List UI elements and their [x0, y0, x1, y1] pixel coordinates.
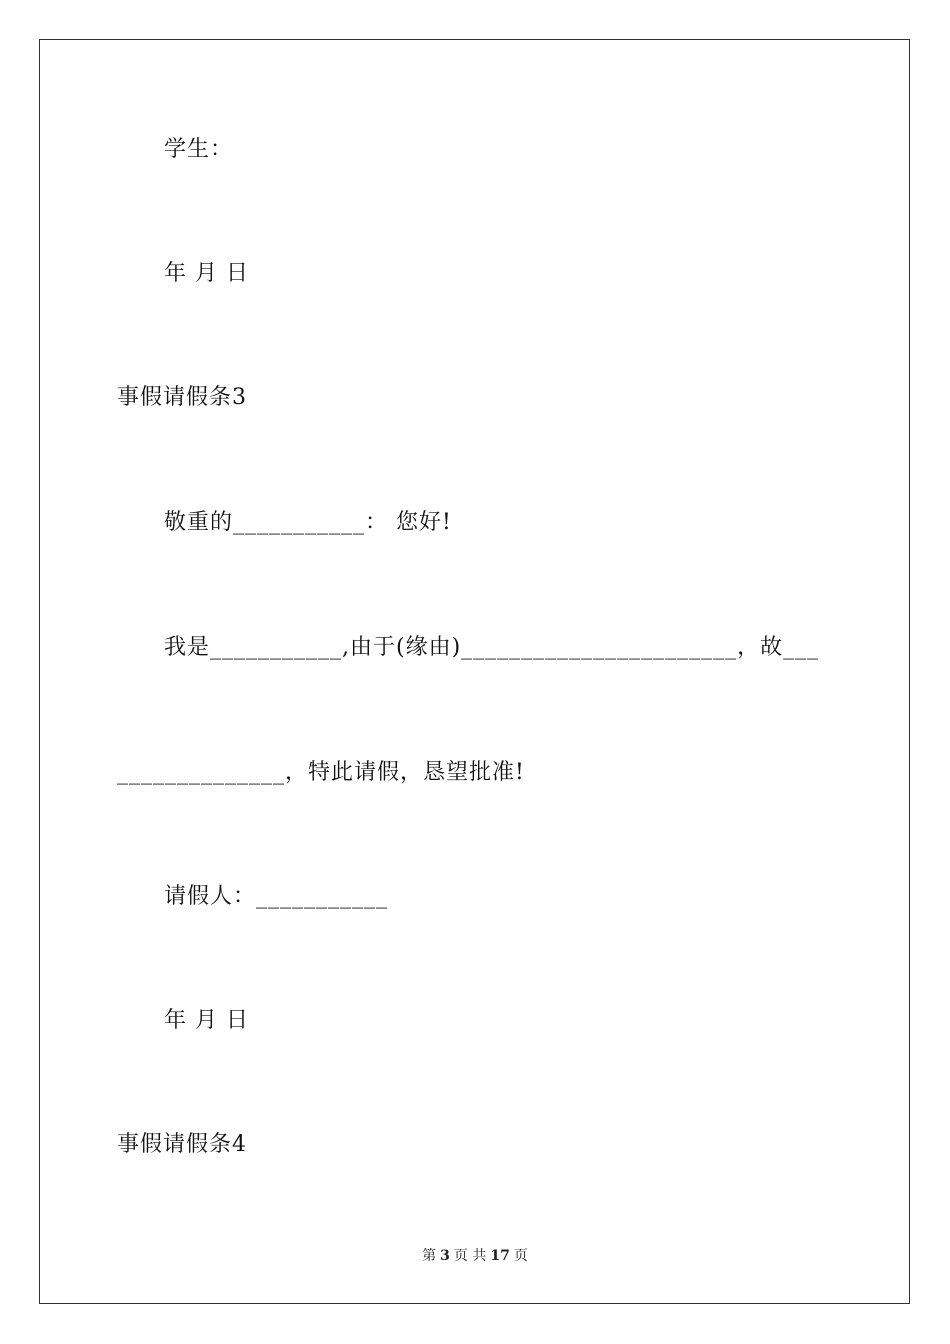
page-border — [39, 39, 910, 1304]
footer-mid: 页 共 — [453, 1248, 487, 1264]
section-heading: 事假请假条4 — [117, 1132, 247, 1157]
section-heading: 事假请假条3 — [117, 385, 247, 410]
date-line: 年 月 日 — [164, 1008, 249, 1033]
body-line-continued: ______________，特此请假，恳望批准! — [117, 760, 525, 785]
student-signature-line: 学生： — [164, 137, 234, 162]
applicant-line: 请假人：___________ — [164, 884, 389, 909]
body-line: 我是___________,由于(缘由)_______________________，故___ — [164, 635, 820, 660]
page-footer — [0, 1247, 950, 1265]
date-line: 年 月 日 — [164, 261, 249, 286]
footer-suffix: 页 — [513, 1248, 528, 1264]
salutation-line: 敬重的___________： 您好! — [164, 510, 452, 535]
footer-total-pages: 17 — [490, 1248, 510, 1264]
footer-prefix: 第 — [422, 1248, 437, 1264]
footer-page-number: 3 — [440, 1248, 450, 1264]
